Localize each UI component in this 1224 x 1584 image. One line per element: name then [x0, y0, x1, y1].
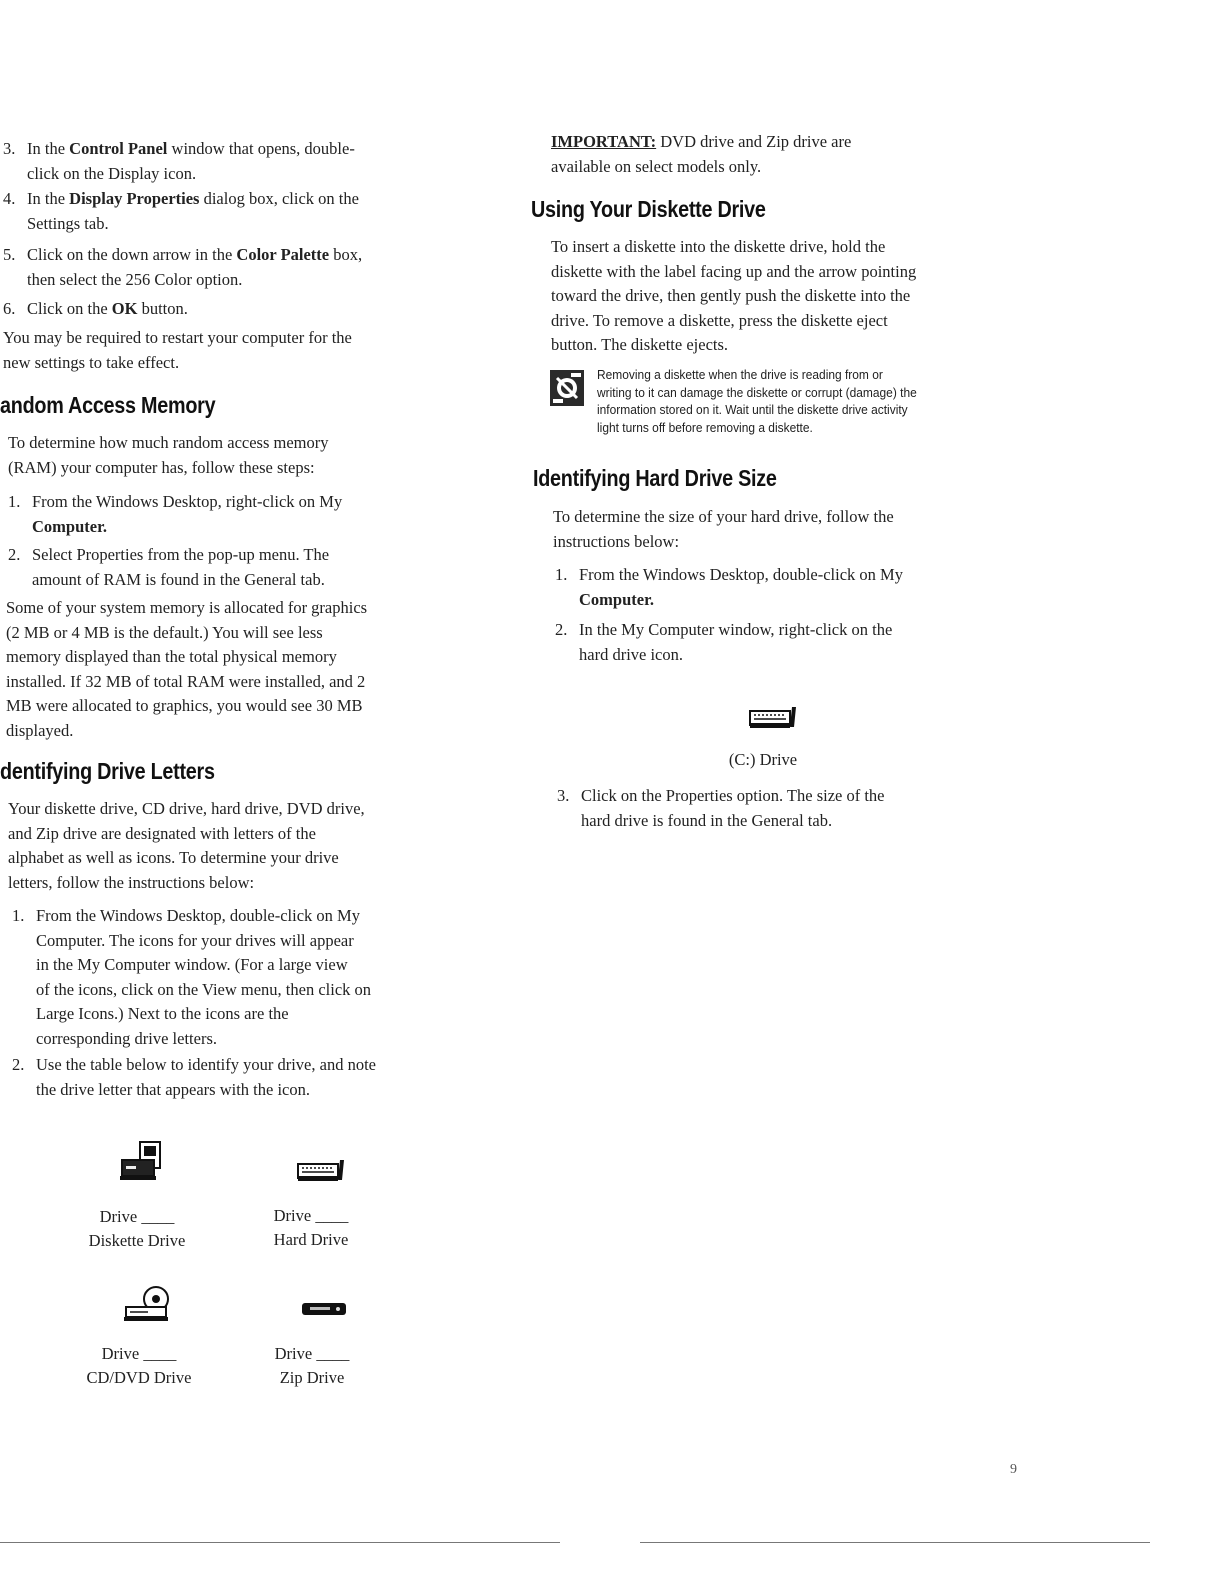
hard-drive-size-heading: Identifying Hard Drive Size [533, 465, 777, 491]
caution-icon [549, 369, 585, 407]
ram-heading: andom Access Memory [0, 392, 216, 418]
cd-dvd-drive-caption: Drive ____ CD/DVD Drive [86, 1344, 192, 1387]
c-drive-icon [748, 705, 800, 731]
diskette-drive-caption: Drive ____ Diskette Drive [88, 1207, 186, 1250]
c-drive-caption: (C:) Drive [728, 750, 798, 769]
hard-drive-size-step-2: 2. In the My Computer window, right-click on the hard drive icon. [555, 620, 893, 664]
hard-drive-size-step-1: 1. From the Windows Desktop, double-click on My Computer. [555, 565, 903, 609]
drive-letters-intro: Your diskette drive, CD drive, hard drive, DVD drive, and Zip drive are designated with letters of the alphabet as well as icons. To determine your drive letters, follow the instructions below: [8, 799, 365, 892]
hard-drive-icon [296, 1158, 348, 1184]
drive-letters-heading: dentifying Drive Letters [0, 758, 215, 784]
zip-drive-icon [300, 1300, 348, 1318]
drive-letters-step-1: 1. From the Windows Desktop, double-click on My Computer. The icons for your drives will appear in the My Computer window. (For a large view of the icons, click on the View menu, then click on Large Icons.) Next to the icons are the corresponding drive letters. [12, 906, 372, 1048]
page-number: 9 [1010, 1462, 1017, 1477]
diskette-drive-icon [118, 1140, 166, 1182]
ram-intro: To determine how much random access memory (RAM) your computer has, follow these steps: [8, 433, 329, 477]
caution-text: Removing a diskette when the drive is reading from or writing to it can damage the diskette or corrupt (damage) the information stored on it. Wait until the diskette drive activity light turns off before removing a diskette. [597, 367, 917, 435]
diskette-heading: Using Your Diskette Drive [531, 196, 766, 222]
display-step-3: 3. In the Control Panel window that opens, double- click on the Display icon. [3, 139, 355, 183]
diskette-text: To insert a diskette into the diskette drive, hold the diskette with the label facing up and the arrow pointing toward the drive, then gently push the diskette into the drive. To remove a diskette, press the diskette eject button. The diskette ejects. [551, 237, 917, 354]
display-step-4: 4. In the Display Properties dialog box, click on the Settings tab. [3, 189, 359, 233]
restart-note: You may be required to restart your computer for the new settings to take effect. [3, 328, 352, 372]
hard-drive-size-intro: To determine the size of your hard drive, follow the instructions below: [553, 507, 894, 551]
ram-step-2: 2. Select Properties from the pop-up menu. The amount of RAM is found in the General tab. [8, 545, 330, 589]
drive-letters-step-2: 2. Use the table below to identify your drive, and note the drive letter that appears with the icon. [12, 1055, 376, 1099]
display-step-6: 6. Click on the OK button. [3, 299, 188, 318]
important-note: IMPORTANT: DVD drive and Zip drive are available on select models only. [551, 132, 852, 176]
hard-drive-size-step-3: 3. Click on the Properties option. The size of the hard drive is found in the General tab. [557, 786, 885, 830]
bottom-rule-right [640, 1542, 1150, 1543]
ram-step-1: 1. From the Windows Desktop, right-click on My Computer. [8, 492, 343, 536]
display-step-5: 5. Click on the down arrow in the Color Palette box, then select the 256 Color option. [3, 245, 363, 289]
zip-drive-caption: Drive ____ Zip Drive [274, 1344, 350, 1387]
hard-drive-caption: Drive ____ Hard Drive [273, 1206, 349, 1249]
ram-note: Some of your system memory is allocated for graphics (2 MB or 4 MB is the default.) You will see less memory displayed than the total physical memory installed. If 32 MB of total RAM were installed, and 2 MB were allocated to graphics, you would see 30 MB displayed. [6, 598, 368, 740]
cd-dvd-drive-icon [122, 1283, 174, 1323]
bottom-rule-left [0, 1542, 560, 1543]
